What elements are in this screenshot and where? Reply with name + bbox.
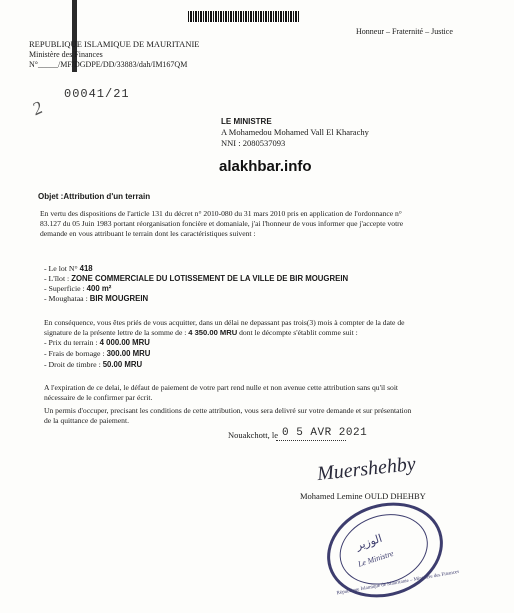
payment-suffix: dont le décompte s'établit comme suit : bbox=[239, 328, 358, 337]
bornage-value: 300.00 MRU bbox=[106, 349, 151, 358]
lot-value: 418 bbox=[79, 264, 93, 273]
place-label: Nouakchott, le bbox=[228, 430, 279, 440]
ilot-label: - L'îlot : bbox=[44, 274, 70, 283]
conditions-line-1: A l'expiration de ce delai, le défaut de paiement de votre part rend nulle et non avenue cette attribution sans qu'il soit bbox=[44, 383, 399, 392]
date-underline bbox=[276, 440, 346, 441]
official-seal bbox=[315, 488, 460, 612]
terrain-lot bbox=[44, 264, 93, 273]
barcode bbox=[188, 11, 300, 22]
date-stamp: 0 5 AVR 2021 bbox=[282, 427, 368, 439]
recipient-name: A Mohamedou Mohamed Vall El Kharachy bbox=[221, 127, 369, 137]
prix-value: 4 000.00 MRU bbox=[99, 338, 150, 347]
moughataa-value: BIR MOUGREIN bbox=[89, 294, 149, 303]
watermark: alakhbar.info bbox=[219, 158, 312, 175]
payment-timbre bbox=[44, 360, 142, 369]
payment-line-2 bbox=[44, 328, 358, 337]
intro-line-3: demande en vous attribuant le terrain dont les caractéristiques suivent : bbox=[40, 229, 256, 238]
intro-line-1: En vertu des dispositions de l'article 131 du décret n° 2010-080 du 31 mars 2010 pris en application de l'ordonnance n° bbox=[40, 209, 402, 218]
conditions-line-4: de la quittance de paiement. bbox=[44, 416, 129, 425]
conditions-line-2: nécessaire de le confirmer par écrit. bbox=[44, 393, 153, 402]
bornage-label: - Frais de bornage : bbox=[44, 349, 105, 358]
ilot-value: ZONE COMMERCIALE DU LOTISSEMENT DE LA VILLE DE BIR MOUGREIN bbox=[71, 274, 349, 283]
timbre-value: 50.00 MRU bbox=[102, 360, 143, 369]
payment-total: 4 350.00 MRU bbox=[188, 328, 238, 337]
conditions-line-3: Un permis d'occuper, precisant les conditions de cette attribution, vous sera delivré sur votre demande et sur présentation bbox=[44, 406, 412, 415]
seal-arabic: الوزير bbox=[354, 532, 384, 553]
terrain-moughataa bbox=[44, 294, 148, 303]
signature-handwriting: Muershehby bbox=[316, 452, 417, 486]
republic-heading: REPUBLIQUE ISLAMIQUE DE MAURITANIE bbox=[29, 39, 200, 49]
seal-inner-ring bbox=[330, 503, 437, 595]
surface-value: 400 m² bbox=[86, 284, 112, 293]
timbre-label: - Droit de timbre : bbox=[44, 360, 101, 369]
handwritten-mark: 2 bbox=[28, 97, 46, 120]
object-line: Objet :Attribution d'un terrain bbox=[38, 192, 151, 201]
intro-line-2: 83.127 du 05 Juin 1983 portant réorganisation foncière et domaniale, j'ai l'honneur de vous informer que j'accepte votre bbox=[40, 219, 404, 228]
signatory-name: Mohamed Lemine OULD DHEHBY bbox=[300, 491, 426, 501]
seal-french: Le Ministre bbox=[356, 548, 395, 569]
recipient-nni: NNI : 2080537093 bbox=[221, 138, 286, 148]
motto: Honneur – Fraternité – Justice bbox=[356, 27, 453, 36]
surface-label: - Superficie : bbox=[44, 284, 85, 293]
terrain-surface bbox=[44, 284, 111, 293]
terrain-ilot bbox=[44, 274, 348, 283]
registration-stamp-number: 00041/21 bbox=[64, 87, 130, 101]
sender-title: LE MINISTRE bbox=[221, 117, 272, 126]
lot-label: - Le lot N° bbox=[44, 264, 78, 273]
payment-prefix: signature de la présente lettre de la somme de : bbox=[44, 328, 187, 337]
ministry-name: Ministère des Finances bbox=[29, 50, 103, 59]
reference-number: N°_____/MF/DGDPE/DD/33883/dah/IM167QM bbox=[29, 60, 188, 69]
moughataa-label: - Moughataa : bbox=[44, 294, 88, 303]
seal-ring-text: République Islamique de Mauritanie – Ministère des Finances bbox=[336, 569, 460, 597]
payment-line-1: En conséquence, vous êtes priés de vous acquitter, dans un délai ne depassant pas trois(3) mois à compter de la date de bbox=[44, 318, 405, 327]
payment-prix bbox=[44, 338, 150, 347]
payment-bornage bbox=[44, 349, 150, 358]
prix-label: - Prix du terrain : bbox=[44, 338, 98, 347]
